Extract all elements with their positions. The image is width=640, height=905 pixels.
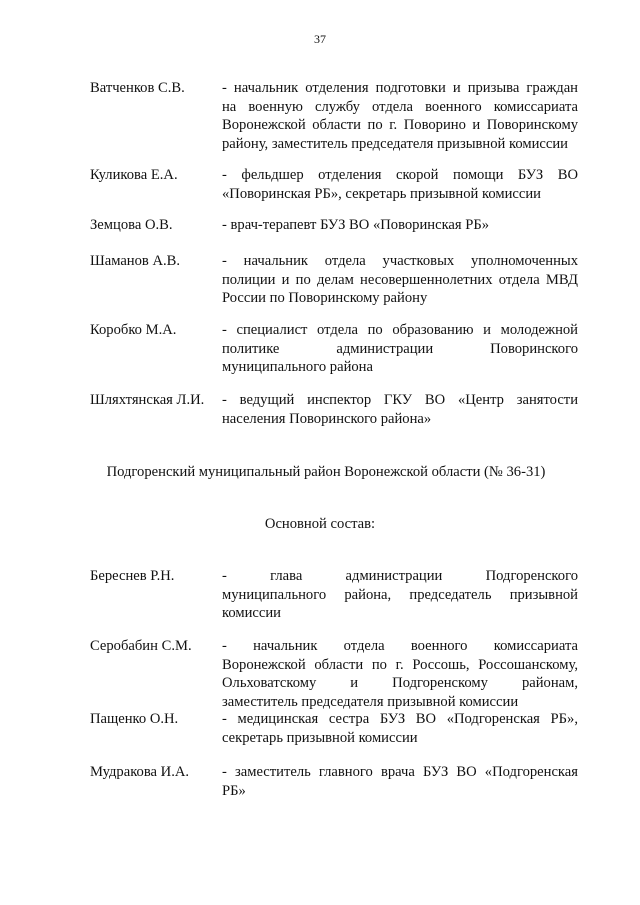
role-line: - начальник отдела участковых уполномоченных bbox=[222, 253, 578, 269]
region-title: Подгоренский муниципальный район Воронежской области (№ 36-31) bbox=[106, 464, 546, 480]
member-role bbox=[222, 321, 578, 377]
role-line: Воронежской области по г. Россошь, Россошанскому, bbox=[222, 656, 578, 673]
role-line: муниципального района bbox=[222, 359, 373, 376]
role-line: - заместитель главного врача БУЗ ВО «Подгоренская bbox=[222, 764, 578, 780]
role-line: полиции и по делам несовершеннолетних отдела МВД bbox=[222, 271, 578, 288]
role-line: на военную службу отдела военного комиссариата bbox=[222, 98, 578, 115]
role-line: комиссии bbox=[222, 605, 281, 622]
page-number: 37 bbox=[314, 32, 326, 46]
member-name: Коробко М.А. bbox=[90, 322, 177, 338]
member-role bbox=[222, 637, 578, 711]
role-line: - специалист отдела по образованию и молодежной bbox=[222, 322, 578, 338]
role-line: - начальник отдела военного комиссариата bbox=[222, 638, 578, 654]
member-name: Береснев Р.Н. bbox=[90, 568, 175, 584]
member-role bbox=[222, 166, 578, 203]
member-name: Шляхтянская Л.И. bbox=[90, 392, 205, 408]
section-subtitle: Основной состав: bbox=[264, 516, 376, 532]
role-line: Ольховатскому и Подгоренскому районам, bbox=[222, 675, 578, 692]
member-role bbox=[222, 252, 578, 308]
role-line: - медицинская сестра БУЗ ВО «Подгоренская РБ», bbox=[222, 711, 578, 727]
member-name: Земцова О.В. bbox=[90, 217, 173, 233]
member-role bbox=[222, 710, 578, 747]
role-line: - ведущий инспектор ГКУ ВО «Центр занятости bbox=[222, 392, 578, 408]
role-line: политике администрации Поворинского bbox=[222, 340, 578, 357]
member-name: Серобабин С.М. bbox=[90, 638, 192, 654]
role-line: - фельдшер отделения скорой помощи БУЗ ВО bbox=[222, 167, 578, 183]
role-line: России по Поворинскому району bbox=[222, 290, 428, 307]
member-name: Ватченков С.В. bbox=[90, 80, 185, 96]
role-line: секретарь призывной комиссии bbox=[222, 729, 418, 746]
role-line: району, заместитель председателя призывной комиссии bbox=[222, 135, 568, 152]
member-role bbox=[222, 216, 578, 235]
role-line: - начальник отделения подготовки и призыва граждан bbox=[222, 80, 578, 96]
member-role bbox=[222, 79, 578, 153]
member-name: Куликова Е.А. bbox=[90, 167, 178, 183]
role-line: муниципального района, председатель призывной bbox=[222, 586, 578, 603]
role-line: населения Поворинского района» bbox=[222, 410, 432, 427]
role-line: Воронежской области по г. Поворино и Поворинскому bbox=[222, 117, 578, 134]
member-role bbox=[222, 763, 578, 800]
role-line: РБ» bbox=[222, 782, 246, 799]
member-name: Шаманов А.В. bbox=[90, 253, 181, 269]
member-role bbox=[222, 567, 578, 623]
role-line: - глава администрации Подгоренского bbox=[222, 568, 578, 584]
member-name: Мудракова И.А. bbox=[90, 764, 190, 780]
role-line: «Поворинская РБ», секретарь призывной комиссии bbox=[222, 185, 541, 202]
member-name: Пащенко О.Н. bbox=[90, 711, 179, 727]
role-line: - врач-терапевт БУЗ ВО «Поворинская РБ» bbox=[222, 217, 490, 233]
member-role bbox=[222, 391, 578, 428]
role-line: заместитель председателя призывной комиссии bbox=[222, 693, 519, 710]
